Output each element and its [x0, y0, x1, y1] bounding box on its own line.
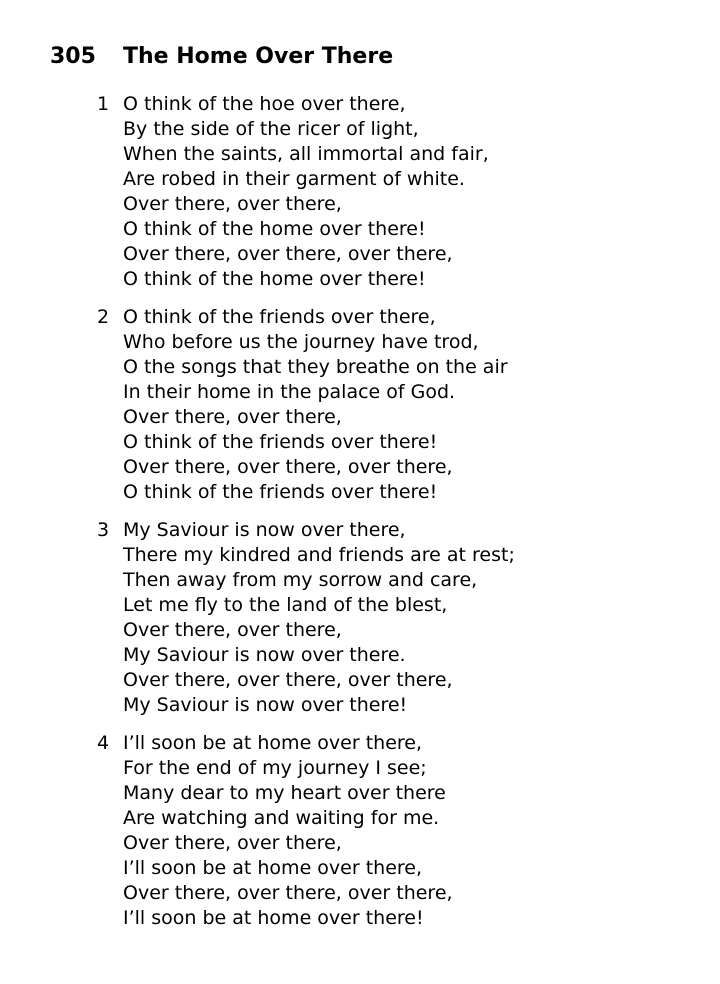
verse-line: Are robed in their garment of white.	[123, 168, 465, 190]
verse-line: I’ll soon be at home over there,	[123, 857, 423, 879]
verse-line: Over there, over there, over there,	[123, 669, 453, 691]
verse-number: 4	[97, 732, 110, 754]
verse-number: 3	[97, 519, 110, 541]
verse-line: In their home in the palace of God.	[123, 381, 456, 403]
hymn-number: 305	[50, 44, 96, 69]
verse-1	[97, 92, 697, 292]
verse-line: Over there, over there, over there,	[123, 882, 453, 904]
verse-line: O think of the home over there!	[123, 218, 426, 240]
verse-line: Who before us the journey have trod,	[123, 331, 479, 353]
verse-line: Let me fly to the land of the blest,	[123, 594, 448, 616]
verse-lines	[123, 92, 697, 292]
verse-line: Are watching and waiting for me.	[123, 807, 440, 829]
verse-3	[97, 518, 697, 718]
hymn-title: The Home Over There	[123, 44, 394, 69]
verse-lines	[123, 731, 697, 931]
verse-2	[97, 305, 697, 505]
verse-line: My Saviour is now over there,	[123, 519, 406, 541]
hymn-header	[50, 40, 393, 74]
verse-line: O think of the friends over there!	[123, 431, 438, 453]
verse-line: For the end of my journey I see;	[123, 757, 427, 779]
verse-line: Over there, over there, over there,	[123, 456, 453, 478]
verse-line: My Saviour is now over there!	[123, 694, 408, 716]
verse-line: I’ll soon be at home over there,	[123, 732, 423, 754]
verse-line: I’ll soon be at home over there!	[123, 907, 424, 929]
verse-line: Over there, over there, over there,	[123, 243, 453, 265]
verse-number: 2	[97, 306, 110, 328]
verse-line: O think of the home over there!	[123, 268, 426, 290]
verse-line: My Saviour is now over there.	[123, 644, 406, 666]
verse-line: Then away from my sorrow and care,	[123, 569, 478, 591]
verse-line: Over there, over there,	[123, 406, 342, 428]
verse-line: O think of the friends over there,	[123, 306, 436, 328]
verse-line: O think of the hoe over there,	[123, 93, 406, 115]
verse-lines	[123, 518, 697, 718]
verses-container	[97, 92, 697, 944]
verse-4	[97, 731, 697, 931]
verse-line: Over there, over there,	[123, 832, 342, 854]
verse-line: Over there, over there,	[123, 619, 342, 641]
verse-line: O think of the friends over there!	[123, 481, 438, 503]
verse-lines	[123, 305, 697, 505]
verse-line: When the saints, all immortal and fair,	[123, 143, 489, 165]
verse-line: By the side of the ricer of light,	[123, 118, 419, 140]
verse-number: 1	[97, 93, 110, 115]
verse-line: Many dear to my heart over there	[123, 782, 446, 804]
verse-line: O the songs that they breathe on the air	[123, 356, 508, 378]
verse-line: Over there, over there,	[123, 193, 342, 215]
verse-line: There my kindred and friends are at rest;	[123, 544, 515, 566]
